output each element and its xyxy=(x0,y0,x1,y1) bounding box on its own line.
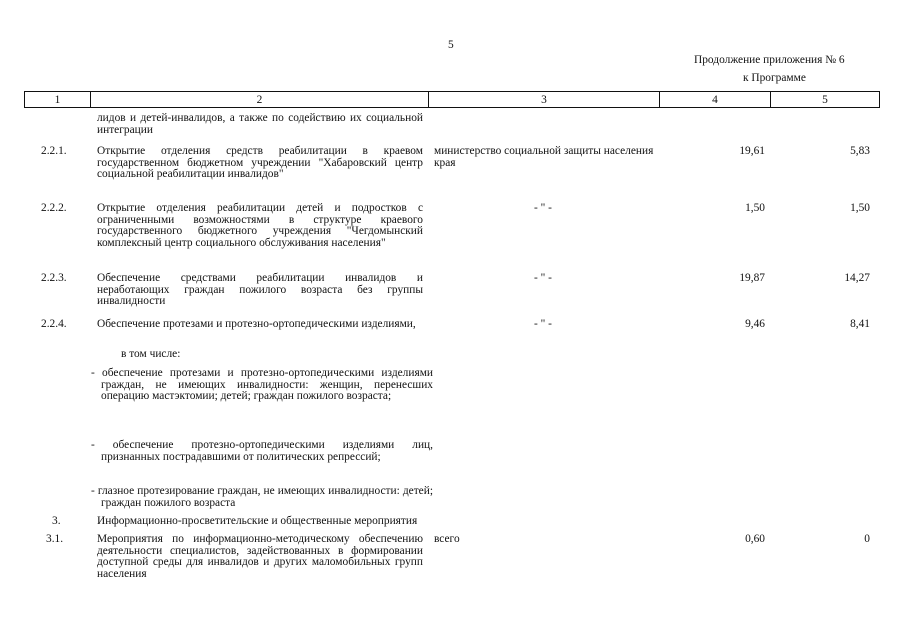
table-header-row xyxy=(24,91,880,108)
row-executor: - " - xyxy=(534,202,552,214)
row-number: 2.2.2. xyxy=(41,202,67,214)
row-description: Обеспечение протезами и протезно-ортопедическими изделиями, xyxy=(97,318,416,330)
subitem-repressed: - обеспечение протезно-ортопедическими изделиями лиц, признанных пострадавшими от политических репрессий; xyxy=(91,439,433,463)
header-col-2: 2 xyxy=(91,92,429,108)
header-col-4: 4 xyxy=(660,92,771,108)
row-executor: - " - xyxy=(534,272,552,284)
section-number: 3. xyxy=(52,515,61,527)
subitem-eye-prosthetics: - глазное протезирование граждан, не имеющих инвалидности: детей; граждан пожилого возраста xyxy=(91,485,433,509)
row-description: Мероприятия по информационно-методическому обеспечению деятельности специалистов, задействованных в формировании доступной среды для инвалидов и других маломобильных групп населения xyxy=(97,533,423,580)
carryover-text: лидов и детей-инвалидов, а также по содействию их социальной интеграции xyxy=(97,112,423,136)
row-value-col4: 19,87 xyxy=(739,272,765,284)
continuation-line-2: к Программе xyxy=(743,72,806,84)
row-description: Открытие отделения средств реабилитации в краевом государственном бюджетном учреждении "Хабаровский центр социальной реабилитации инвалидов" xyxy=(97,145,423,180)
row-value-col5: 1,50 xyxy=(850,202,870,214)
row-value-col4: 19,61 xyxy=(739,145,765,157)
row-value-col4: 9,46 xyxy=(745,318,765,330)
row-number: 2.2.1. xyxy=(41,145,67,157)
row-description: Обеспечение средствами реабилитации инвалидов и неработающих граждан пожилого возраста без группы инвалидности xyxy=(97,272,423,307)
page-number: 5 xyxy=(448,39,454,51)
row-value-col5: 8,41 xyxy=(850,318,870,330)
continuation-line-1: Продолжение приложения № 6 xyxy=(694,54,845,66)
row-value-col5: 0 xyxy=(864,533,870,545)
row-value-col4: 1,50 xyxy=(745,202,765,214)
row-number: 3.1. xyxy=(46,533,64,545)
header-col-3: 3 xyxy=(429,92,660,108)
section-title: Информационно-просветительские и общественные мероприятия xyxy=(97,515,418,527)
header-col-5: 5 xyxy=(771,92,880,108)
row-value-col5: 14,27 xyxy=(844,272,870,284)
including-label: в том числе: xyxy=(121,348,181,360)
row-number: 2.2.3. xyxy=(41,272,67,284)
row-value-col4: 0,60 xyxy=(745,533,765,545)
subitem-prosthetics: - обеспечение протезами и протезно-ортопедическими изделиями граждан, не имеющих инвалидности: женщин, перенесших операцию мастэктомии; детей; граждан пожилого возраста; xyxy=(91,367,433,402)
row-executor: министерство социальной защиты населения края xyxy=(434,145,654,169)
row-number: 2.2.4. xyxy=(41,318,67,330)
row-executor: всего xyxy=(434,533,460,545)
row-description: Открытие отделения реабилитации детей и подростков с ограниченными возможностями в структуре краевого государственного бюджетного учреждения "Чегдомынский комплексный центр социального обслуживания населения" xyxy=(97,202,423,249)
header-col-1: 1 xyxy=(25,92,91,108)
row-executor: - " - xyxy=(534,318,552,330)
row-value-col5: 5,83 xyxy=(850,145,870,157)
